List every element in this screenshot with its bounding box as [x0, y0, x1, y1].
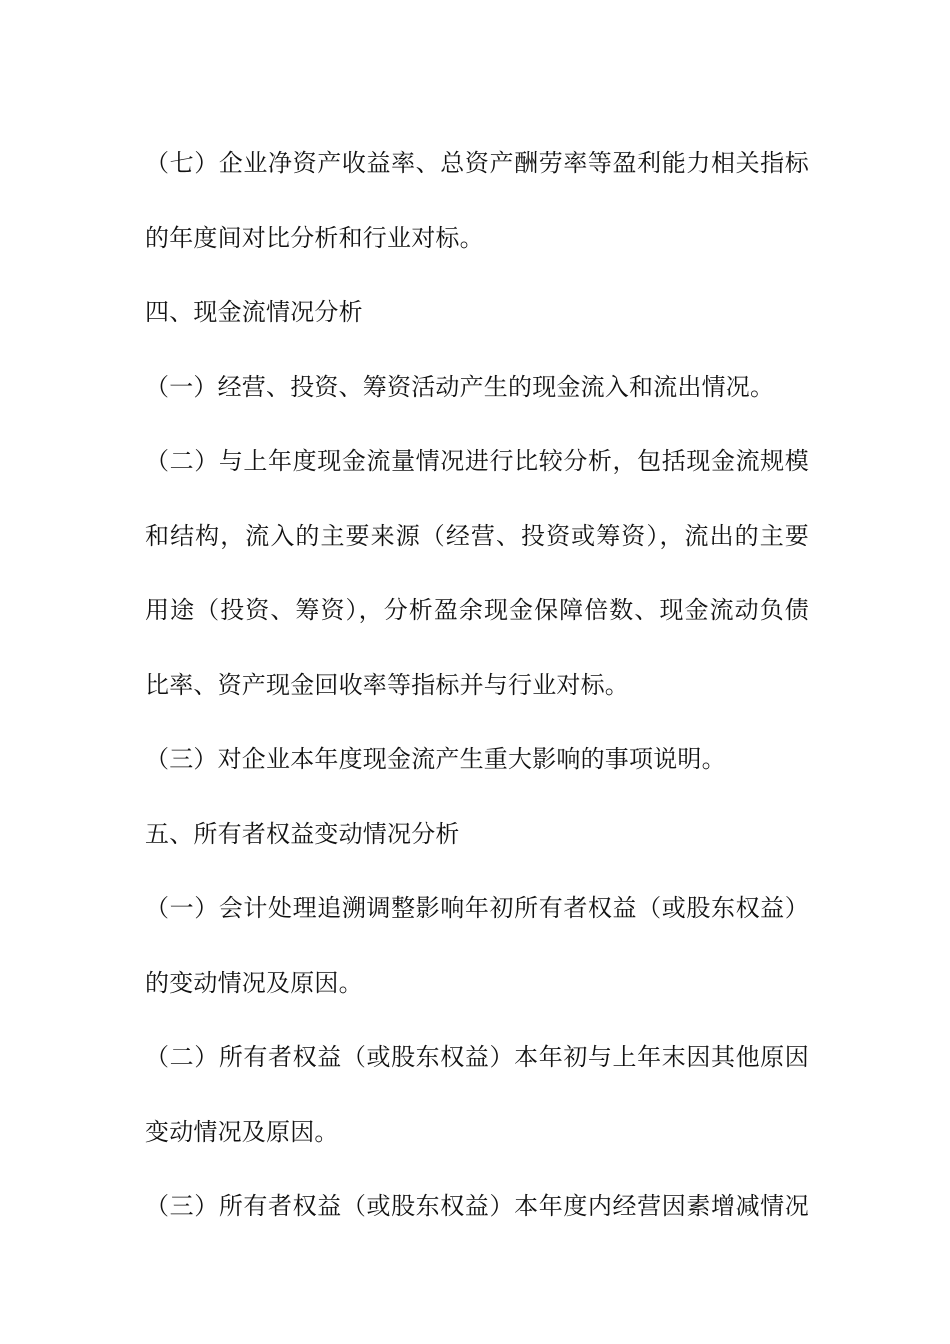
paragraph-line-12: 的变动情况及原因。: [145, 968, 363, 997]
paragraph-line-1: （七）企业净资产收益率、总资产酬劳率等盈利能力相关指标: [145, 149, 809, 177]
paragraph-line-4: （一）经营、投资、筹资活动产生的现金流入和流出情况。: [145, 372, 775, 401]
paragraph-line-6: 和结构，流入的主要来源（经营、投资或筹资），流出的主要: [145, 521, 809, 550]
document-body: [145, 126, 809, 1244]
paragraph-line-9: （三）对企业本年度现金流产生重大影响的事项说明。: [145, 745, 726, 773]
paragraph-line-11: （一）会计处理追溯调整影响年初所有者权益（或股东权益）: [145, 894, 809, 922]
paragraph-line-8: 比率、资产现金回收率等指标并与行业对标。: [145, 670, 629, 699]
paragraph-line-7: 用途（投资、筹资），分析盈余现金保障倍数、现金流动负债: [145, 596, 809, 624]
paragraph-line-5: （二）与上年度现金流量情况进行比较分析，包括现金流规模: [145, 447, 809, 475]
paragraph-line-2: 的年度间对比分析和行业对标。: [145, 223, 484, 252]
paragraph-line-15: （三）所有者权益（或股东权益）本年度内经营因素增减情况: [145, 1192, 809, 1220]
paragraph-line-14: 变动情况及原因。: [145, 1117, 339, 1146]
section-heading-equity-changes: 五、所有者权益变动情况分析: [145, 819, 460, 848]
section-heading-cash-flow: 四、现金流情况分析: [145, 298, 363, 326]
paragraph-line-13: （二）所有者权益（或股东权益）本年初与上年末因其他原因: [145, 1043, 809, 1071]
